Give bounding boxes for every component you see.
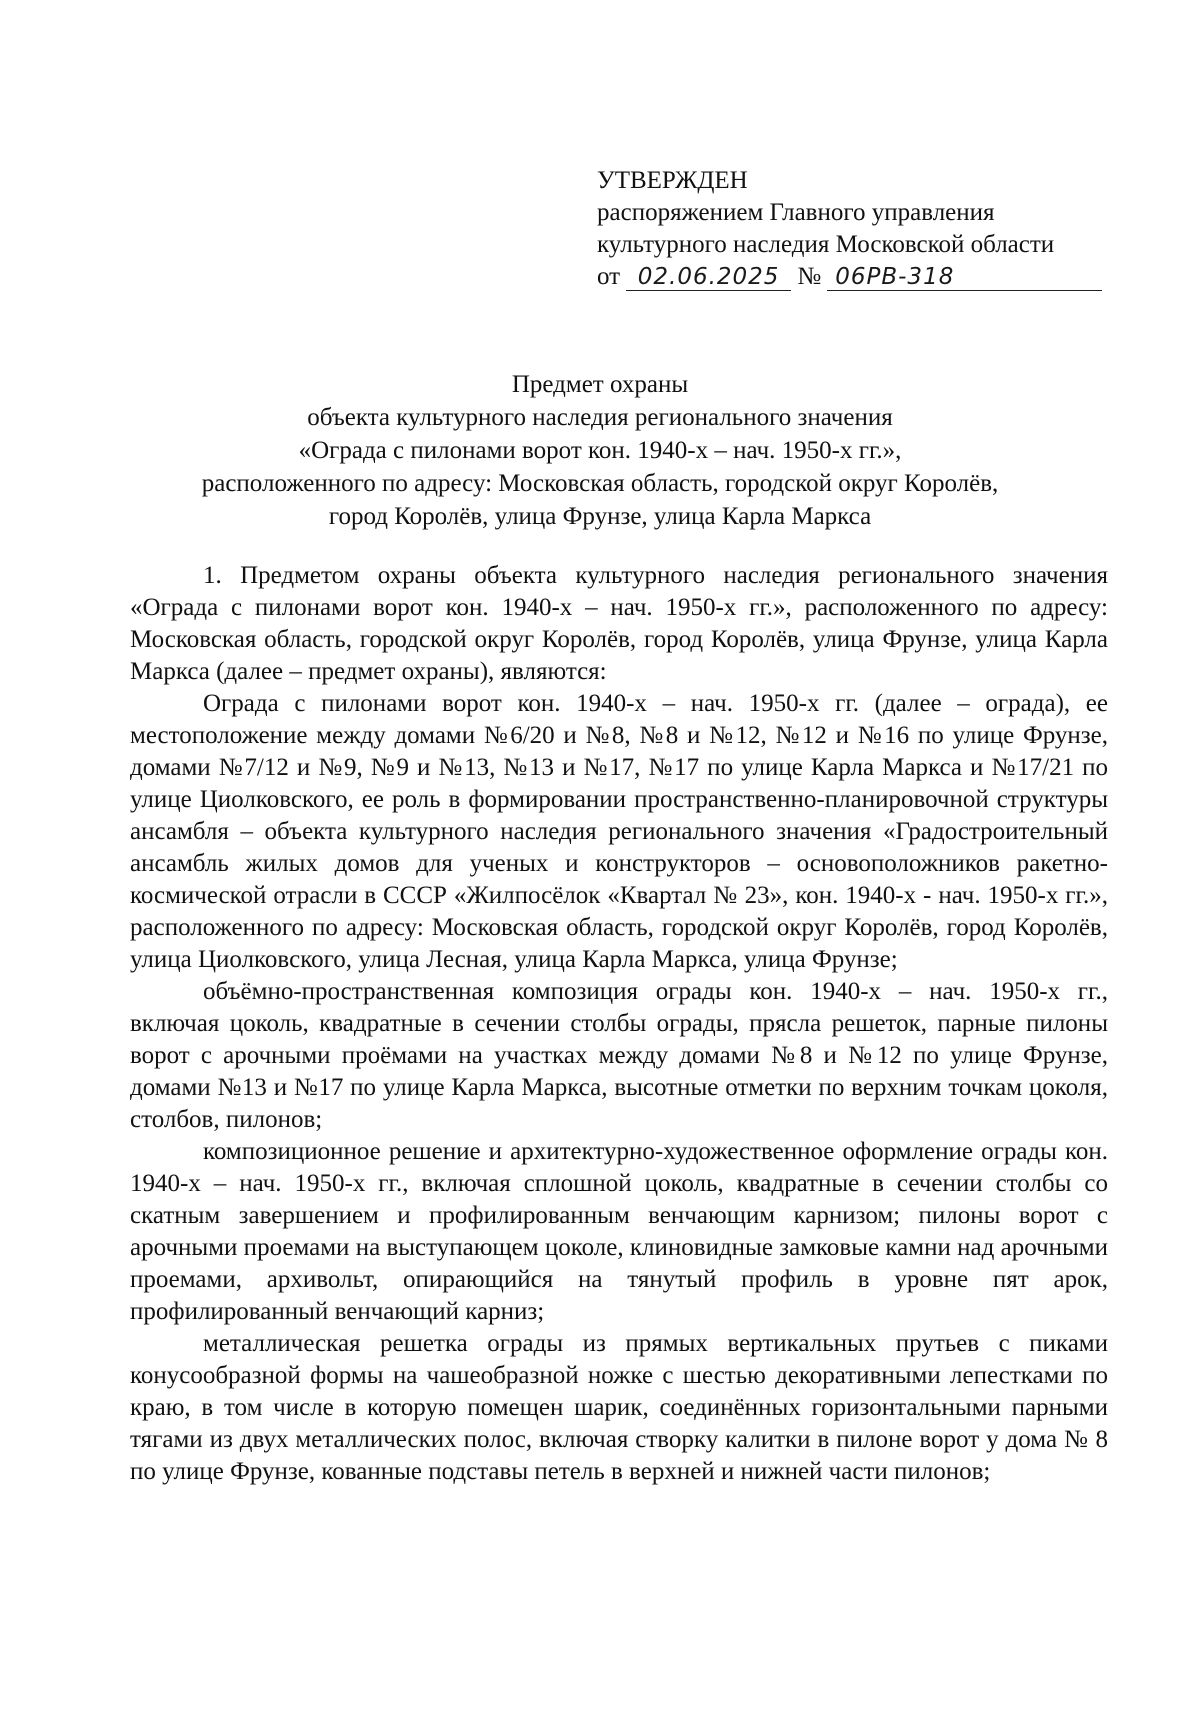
document-heading — [0, 368, 1200, 533]
heading-line-4: расположенного по адресу: Московская область, городской округ Королёв, — [201, 470, 999, 497]
approval-stamp-block — [597, 165, 1102, 293]
paragraph-2: Ограда с пилонами ворот кон. 1940-х – нач. 1950-х гг. (далее – ограда), ее местоположение между домами №6/20 и №8, №8 и №12, №12 и №16 по улице Фрунзе, домами №7/12 и №9, №9 и №13, №13 и №17, №17 по улице Карла Маркса и №17/21 по улице Циолковского, ее роль в формировании пространственно-планировочной структуры ансамбля – объекта культурного наследия регионального значения «Градостроительный ансамбль жилых домов для ученых и конструкторов – основоположников ракетно-космической отрасли в СССР «Жилпосёлок «Квартал № 23», кон. 1940-х - нач. 1950-х гг.», расположенного по адресу: Московская область, городской округ Королёв, город Королёв, улица Циолковского, улица Лесная, улица Карла Маркса, улица Фрунзе; — [130, 690, 1108, 973]
paragraph-5: металлическая решетка ограды из прямых вертикальных прутьев с пиками конусообразной формы на чашеобразной ножке с шестью декоративными лепестками по краю, в том числе в которую помещен шарик, соединённых горизонтальными парными тягами из двух металлических полос, включая створку калитки в пилоне ворот у дома № 8 по улице Фрунзе, кованные подставы петель в верхней и нижней части пилонов; — [130, 1330, 1108, 1485]
approval-title: УТВЕРЖДЕН — [597, 167, 748, 194]
paragraph-3: объёмно-пространственная композиция ограды кон. 1940-х – нач. 1950-х гг., включая цоколь, квадратные в сечении столбы ограды, прясла решеток, парные пилоны ворот с арочными проёмами на участках между домами №8 и №12 по улице Фрунзе, домами №13 и №17 по улице Карла Маркса, высотные отметки по верхним точкам цоколя, столбов, пилонов; — [130, 978, 1108, 1133]
handwritten-number: 06РВ-318 — [827, 264, 1102, 291]
heading-line-3: «Ограда с пилонами ворот кон. 1940-х – нач. 1950-х гг.», — [298, 437, 902, 464]
document-body — [130, 560, 1108, 1488]
heading-line-5: город Королёв, улица Фрунзе, улица Карла Маркса — [328, 503, 872, 530]
paragraph-4: композиционное решение и архитектурно-художественное оформление ограды кон. 1940-х – нач. 1950-х гг., включая сплошной цоколь, квадратные в сечении столбы со скатным завершением и профилированным венчающим карнизом; пилоны ворот с арочными проемами на выступающем цоколе, клиновидные замковые камни над арочными проемами, архивольт, опирающийся на тянутый профиль в уровне пят арок, профилированный венчающий карниз; — [130, 1138, 1108, 1325]
paragraph-1: 1. Предметом охраны объекта культурного наследия регионального значения «Ограда с пилонами ворот кон. 1940-х – нач. 1950-х гг.», расположенного по адресу: Московская область, городской округ Королёв, город Королёв, улица Фрунзе, улица Карла Маркса (далее – предмет охраны), являются: — [130, 562, 1108, 685]
approval-authority-line1: распоряжением Главного управления — [597, 199, 995, 226]
heading-line-2: объекта культурного наследия регионального значения — [307, 404, 893, 431]
number-label: № — [797, 263, 822, 290]
handwritten-date: 02.06.2025 — [626, 264, 791, 291]
from-label: от — [597, 263, 621, 290]
heading-line-1: Предмет охраны — [511, 371, 689, 398]
approval-date-number-line — [597, 261, 1102, 293]
approval-authority-line2: культурного наследия Московской области — [597, 231, 1055, 258]
